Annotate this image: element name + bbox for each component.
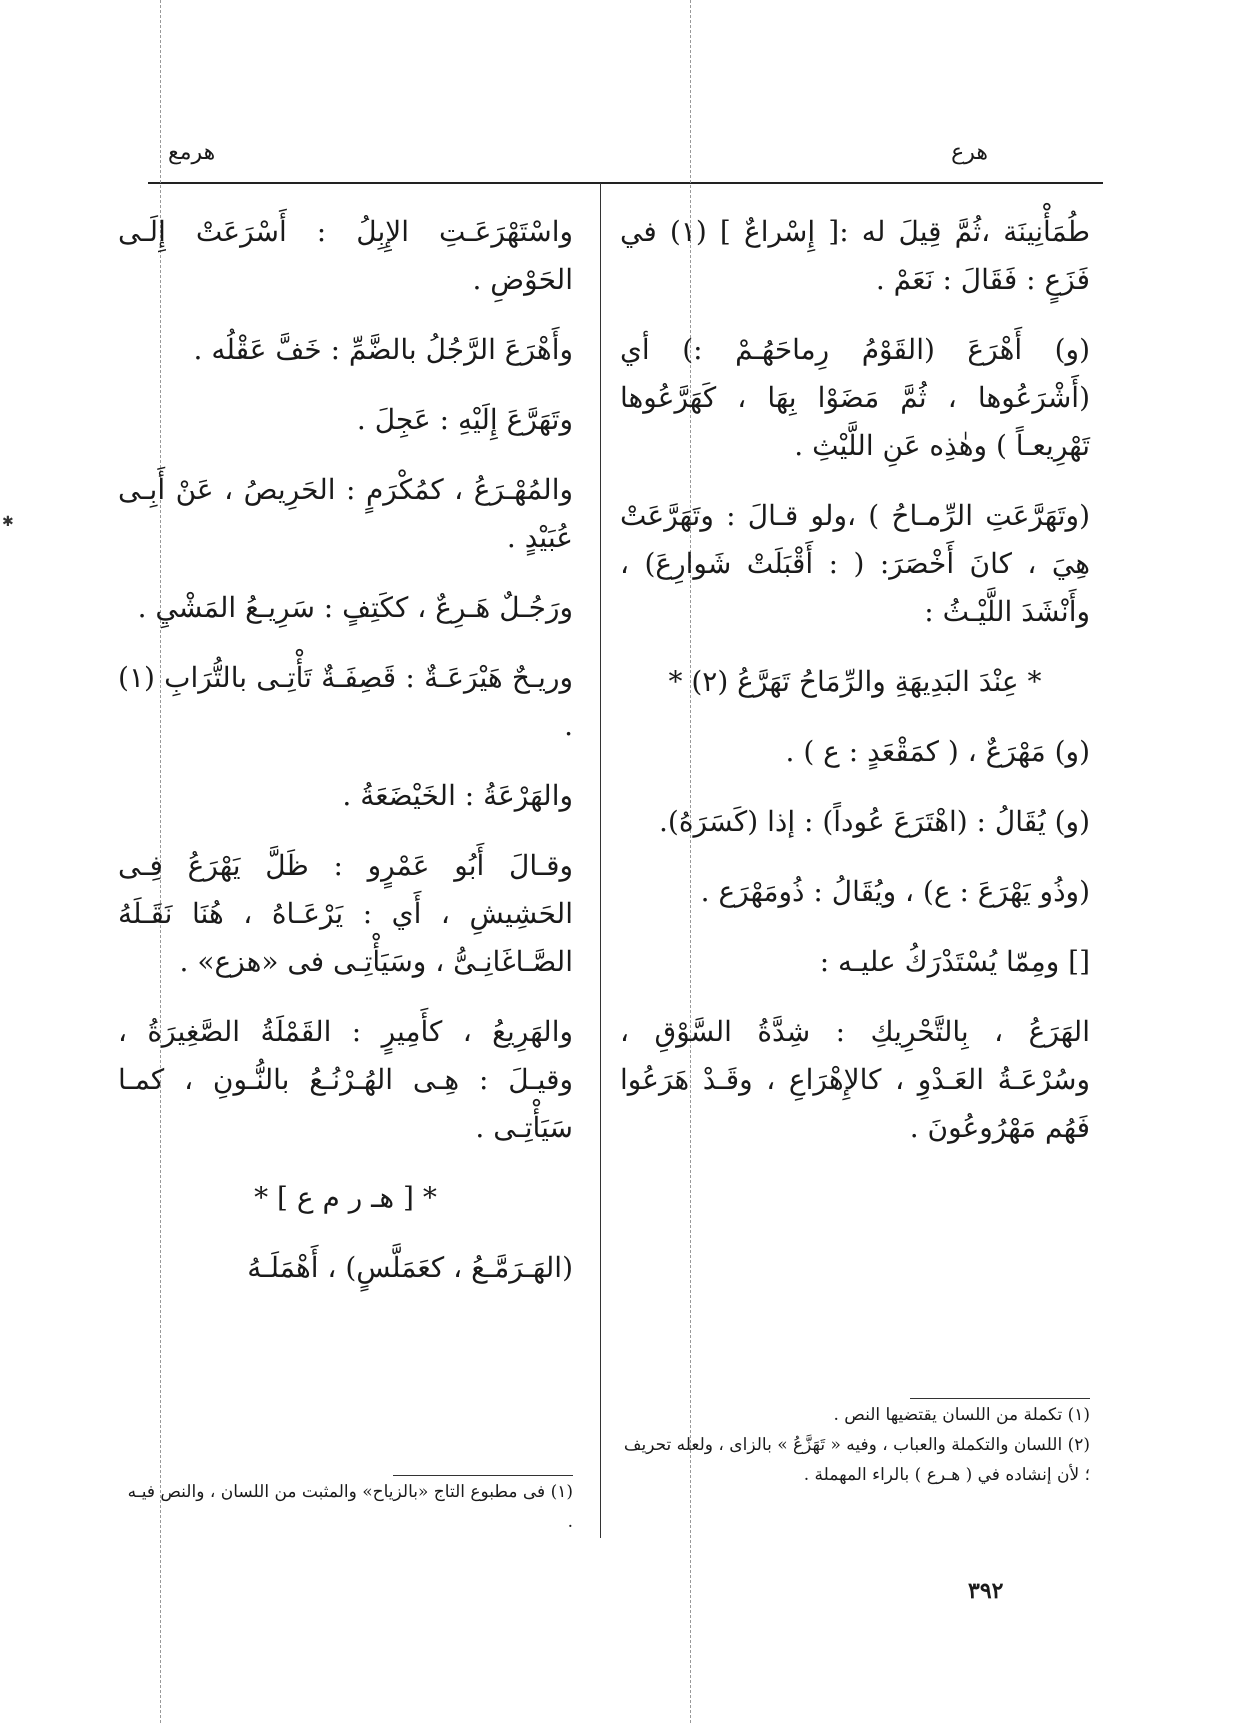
footnotes-left: [118, 1477, 573, 1537]
dictionary-paragraph: والهَرْعَةُ : الخَيْضَعَةُ .: [342, 779, 573, 812]
running-head-left: هرمع: [168, 140, 216, 165]
dictionary-paragraph: ورَجُـلٌ هَـرِعٌ ، ككَتِفٍ : سَرِيـعُ المَشْيِ .: [137, 591, 573, 624]
dictionary-paragraph: (وذُو يَهْرَعَ : ع) ، ويُقَالُ : ذُومَهْرَع .: [700, 875, 1090, 908]
dictionary-paragraph: والمُهْـرَعُ ، كمُكْرَمٍ : الحَرِيصُ ، عَنْ أَبِـى عُبَيْدٍ .: [118, 473, 573, 554]
column-divider: [600, 183, 601, 1538]
dictionary-paragraph: [] ومِمّا يُسْتَدْرَكُ عليـه :: [819, 945, 1090, 978]
footnotes-right: [620, 1400, 1090, 1490]
dictionary-paragraph: (و) يُقَالُ : (اهْتَرَعَ عُوداً) : إذا (كَسَرَهُ).: [659, 805, 1090, 838]
dictionary-paragraph: (الهَـرَمَّـعُ ، كعَمَلَّسٍ) ، أَهْمَلَـهُ: [247, 1251, 573, 1284]
header-rule: [148, 182, 1103, 184]
dictionary-paragraph: وقـالَ أَبُو عَمْرٍو : ظَلَّ يَهْرَعُ فِـى الحَشِيشِ ، أَي : يَرْعَـاهُ ، هُنَا نَقَـلَهُ الصَّـاغَانِـىُّ ، وسَيَأْتِـى فى «هزع» .: [118, 849, 573, 978]
right-column: [620, 208, 1090, 1174]
margin-blot-icon: ✱: [2, 514, 14, 530]
dictionary-paragraph: (و) مَهْرَعٌ ، ( كمَقْعَدٍ : ع ) .: [785, 735, 1090, 768]
page-number: ٣٩٢: [968, 1578, 1004, 1604]
dictionary-paragraph: * عِنْدَ البَدِيهَةِ والرِّمَاحُ تَهَرَّعُ (٢) *: [668, 665, 1042, 698]
running-head-right: هرع: [951, 140, 988, 165]
dictionary-paragraph: وتَهَرَّعَ إِلَيْهِ : عَجِلَ .: [356, 403, 573, 436]
dictionary-paragraph: طُمَأْنِينَة ،ثُمَّ قِيلَ له :[ إِسْراعٌ ] (١) في فَزَعٍ : فَقَالَ : نَعَمْ .: [620, 215, 1091, 296]
dictionary-paragraph: واسْتَهْرَعَـتِ الإِبِلُ : أَسْرَعَتْ إِلَـى الحَوْضِ .: [118, 215, 573, 296]
dictionary-paragraph: والهَرِيعُ ، كأَمِيرٍ : القَمْلَةُ الصَّغِيرَةُ ، وقيـلَ : هِـى الهُـرْنُـعُ بالنُّـونِ ، كمـا سَيَأْتِـى .: [118, 1015, 573, 1144]
dictionary-paragraph: * [ هـ ر م ع ] *: [254, 1181, 437, 1214]
footnote: (٢) اللسان والتكملة والعباب ، وفيه « تَهَزَّعُ » بالزاى ، ولعله تحريف ؛ لأن إنشاده في ( هـرع ) بالراء المهملة .: [623, 1435, 1090, 1485]
footnote-separator: [910, 1398, 1090, 1399]
dictionary-paragraph: وأَهْرَعَ الرَّجُلُ بالضَّمِّ : خَفَّ عَقْلُه .: [193, 333, 573, 366]
footnote: (١) فى مطبوع التاج «بالزياح» والمثبت من اللسان ، والنص فيـه .: [127, 1482, 573, 1532]
footnote-separator: [393, 1475, 573, 1476]
footnote: (١) تكملة من اللسان يقتضيها النص .: [833, 1405, 1090, 1425]
dictionary-paragraph: وريـحٌ هَيْرَعَـةٌ : قَصِفَـةٌ تَأْتِـى بالتُّرَابِ (١) .: [118, 661, 573, 742]
dictionary-paragraph: (و) أَهْرَعَ (القَوْمُ رِماحَهُـمْ :) أي (أَشْرَعُوها ، ثُمَّ مَضَوْا بِهَا ، كَهَرَّعُوها تَهْرِيعـاً ) وهٰذِه عَنِ اللَّيْثِ .: [620, 333, 1090, 462]
dictionary-paragraph: (وتَهَرَّعَتِ الرِّمـاحُ ) ،ولو قـالَ : وتَهَرَّعَتْ هِيَ ، كانَ أَخْصَرَ: ( : أَقْبَلَتْ شَوارِعَ) ، وأَنْشَدَ اللَّيْـثُ :: [620, 499, 1090, 628]
dictionary-paragraph: الهَرَعُ ، بِالتَّحْرِيكِ : شِدَّةُ السَّوْقِ ، وسُرْعَـةُ العَـدْوِ ، كالإِهْرَاعِ ، وقَـدْ هَرَعُوا فَهُم مَهْرُوعُونَ .: [620, 1015, 1090, 1144]
left-column: [118, 208, 573, 1314]
